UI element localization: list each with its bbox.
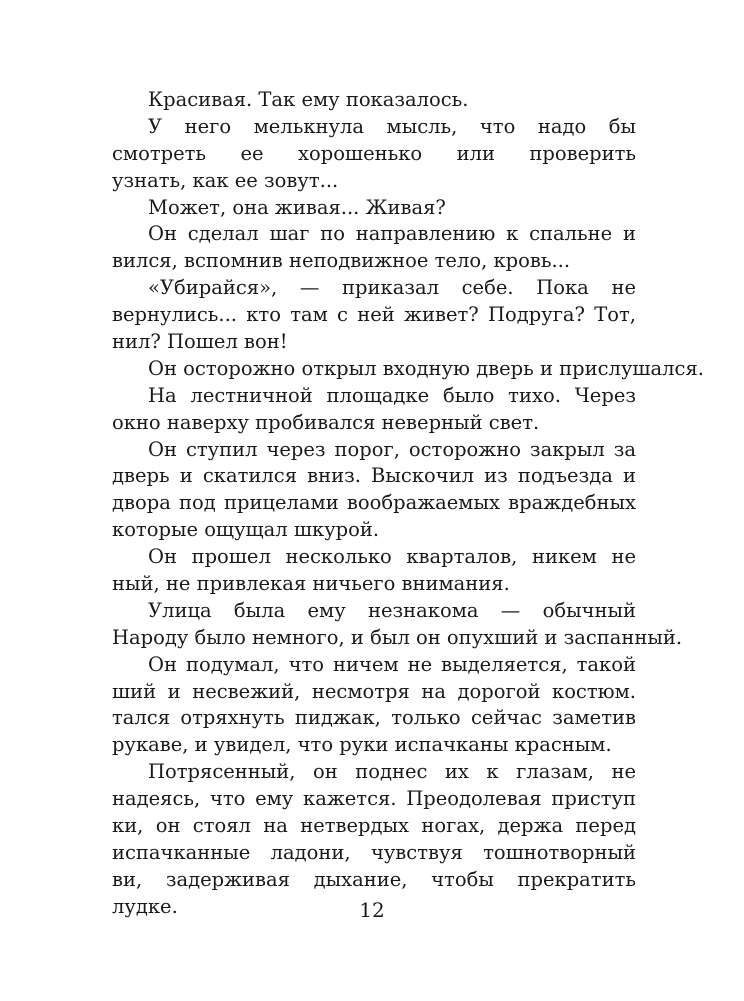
text-line: Он ступил через порог, осторожно закрыл за xyxy=(148,437,636,461)
text-line: дверь и скатился вниз. Выскочил из подъезда и xyxy=(112,464,636,488)
body-text xyxy=(112,87,704,921)
text-line: Улица была ему незнакома — обычный xyxy=(148,598,636,622)
text-line: «Убирайся», — приказал себе. Пока не xyxy=(148,276,636,300)
text-line: Он подумал, что ничем не выделяется, такой xyxy=(148,652,636,676)
text-line: ки, он стоял на нетвердых ногах, держа перед xyxy=(112,814,636,838)
text-line: тался отряхнуть пиджак, только сейчас заметив xyxy=(112,706,636,730)
text-line: рукаве, и увидел, что руки испачканы красным. xyxy=(112,733,612,757)
text-line: лудке. xyxy=(112,894,178,918)
text-line: которые ощущал шкурой. xyxy=(112,518,380,542)
text-line: Народу было немного, и был он опухший и заспанный. xyxy=(112,625,683,649)
text-line: узнать, как ее зовут... xyxy=(112,168,339,192)
text-line: испачканные ладони, чувствуя тошнотворный xyxy=(112,840,636,864)
text-line: Он осторожно открыл входную дверь и прислушался. xyxy=(148,356,704,380)
text-line: У него мелькнула мысль, что надо бы xyxy=(148,114,636,138)
text-line: нил? Пошел вон! xyxy=(112,330,288,354)
text-line: надеясь, что ему кажется. Преодолевая приступ xyxy=(112,787,636,811)
text-line: Он прошел несколько кварталов, никем не xyxy=(148,545,636,569)
text-line: двора под прицелами воображаемых враждебных xyxy=(112,491,636,515)
text-line: Он сделал шаг по направлению к спальне и xyxy=(148,222,636,246)
text-line: ви, задерживая дыхание, чтобы прекратить xyxy=(112,867,636,891)
text-line: Потрясенный, он поднес их к глазам, не xyxy=(148,760,636,784)
text-line: Красивая. Так ему показалось. xyxy=(148,88,469,111)
text-line: ный, не привлекая ничьего внимания. xyxy=(112,572,510,596)
text-line: смотреть ее хорошенько или проверить xyxy=(112,141,636,165)
page-number: 12 xyxy=(359,898,385,922)
text-line: ший и несвежий, несмотря на дорогой костюм. xyxy=(112,679,636,703)
text-line: Может, она живая... Живая? xyxy=(148,195,446,219)
text-line: На лестничной площадке было тихо. Через xyxy=(148,383,636,407)
text-line: окно наверху пробивался неверный свет. xyxy=(112,410,540,434)
text-line: вился, вспомнив неподвижное тело, кровь... xyxy=(112,249,571,273)
text-line: вернулись... кто там с ней живет? Подруга? Тот, xyxy=(112,303,636,327)
